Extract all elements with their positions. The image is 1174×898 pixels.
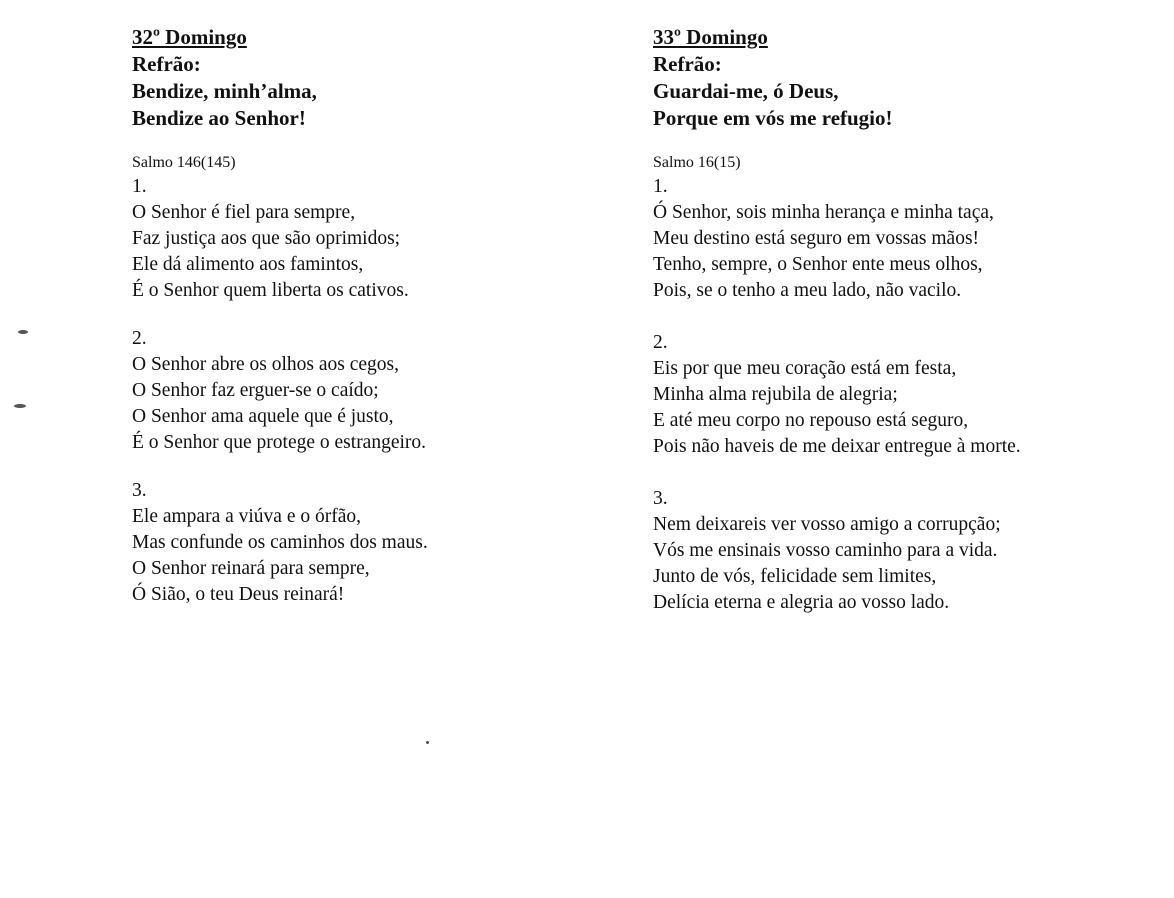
sunday-title: 33º Domingo [653,25,768,49]
stanza-number: 3. [653,488,668,509]
left-column [132,24,632,608]
verse-line: Faz justiça aos que são oprimidos; [132,228,401,249]
verse-line: O Senhor reinará para sempre, [132,558,370,579]
verse-line: Meu destino está seguro em vossas mãos! [653,228,980,249]
scan-speck [426,741,429,744]
stanza-2 [653,330,1153,460]
stanza-number: 3. [132,480,147,501]
psalm-reference: Salmo 16(15) [653,154,741,171]
refrain-line: Porque em vós me refugio! [653,106,893,130]
refrain-line: Guardai-me, ó Deus, [653,79,839,103]
stanza-2 [132,326,632,456]
verse-line: O Senhor ama aquele que é justo, [132,406,394,427]
verse-line: Ele ampara a viúva e o órfão, [132,506,362,527]
verse-line: Tenho, sempre, o Senhor ente meus olhos, [653,254,983,275]
verse-line: Ele dá alimento aos famintos, [132,254,364,275]
sunday-title: 32º Domingo [132,25,247,49]
verse-line: O Senhor é fiel para sempre, [132,202,356,223]
stanza-number: 2. [653,332,668,353]
scan-speck [18,330,28,334]
verse-line: Junto de vós, felicidade sem limites, [653,566,937,587]
refrain-label: Refrão: [653,52,722,76]
verse-line: Eis por que meu coração está em festa, [653,358,957,379]
verse-line: Pois, se o tenho a meu lado, não vacilo. [653,280,962,301]
verse-line: Mas confunde os caminhos dos maus. [132,532,428,553]
verse-line: E até meu corpo no repouso está seguro, [653,410,969,431]
verse-line: O Senhor abre os olhos aos cegos, [132,354,399,375]
psalm-reference: Salmo 146(145) [132,154,236,171]
verse-line: Ó Senhor, sois minha herança e minha taça, [653,202,994,223]
stanza-number: 2. [132,328,147,349]
stanza-1 [132,174,632,304]
verse-line: Delícia eterna e alegria ao vosso lado. [653,592,950,613]
right-column [653,24,1153,616]
verse-line: O Senhor faz erguer-se o caído; [132,380,379,401]
verse-line: Pois não haveis de me deixar entregue à morte. [653,436,1021,457]
stanza-number: 1. [132,176,147,197]
stanza-1 [653,174,1153,304]
refrain-label: Refrão: [132,52,201,76]
verse-line: Nem deixareis ver vosso amigo a corrupção; [653,514,1001,535]
verse-line: É o Senhor quem liberta os cativos. [132,280,409,301]
refrain-line: Bendize ao Senhor! [132,106,306,130]
verse-line: Vós me ensinais vosso caminho para a vida. [653,540,998,561]
scan-speck [14,404,26,408]
verse-line: Minha alma rejubila de alegria; [653,384,898,405]
verse-line: Ó Sião, o teu Deus reinará! [132,584,345,605]
refrain-line: Bendize, minh’alma, [132,79,317,103]
stanza-number: 1. [653,176,668,197]
stanza-3 [653,486,1153,616]
stanza-3 [132,478,632,608]
verse-line: É o Senhor que protege o estrangeiro. [132,432,427,453]
